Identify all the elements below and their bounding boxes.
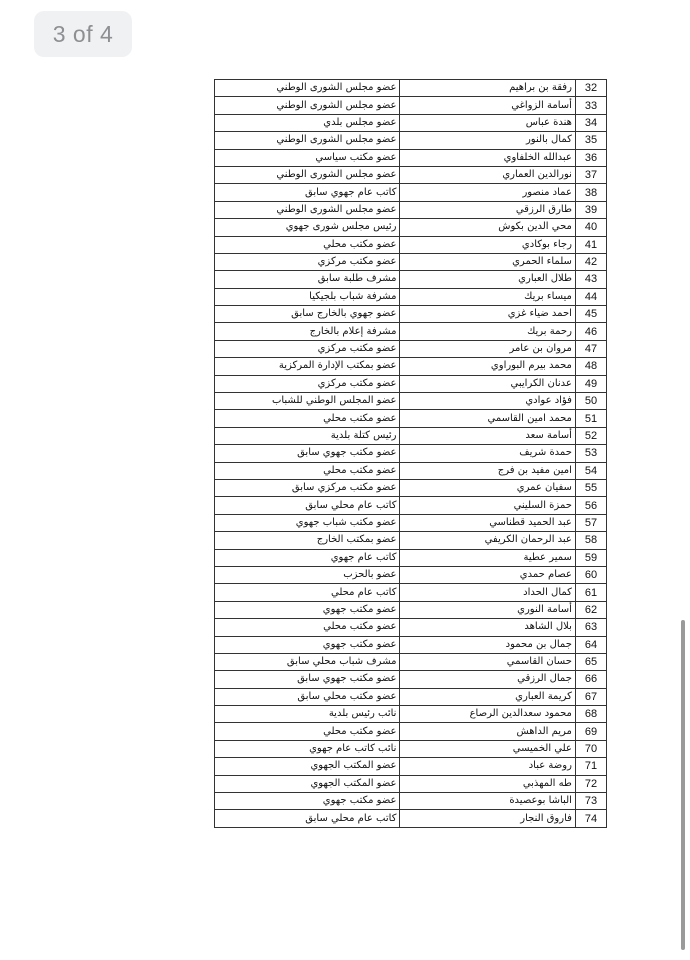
member-role: مشرفة إعلام بالخارج [215,323,400,340]
member-role: عضو بمكتب الإدارة المركزية [215,358,400,375]
member-role: مشرفة شباب بلجيكيا [215,288,400,305]
table-row [215,775,607,792]
member-role: عضو بمكتب الخارج [215,532,400,549]
member-role: عضو مكتب محلي سابق [215,688,400,705]
table-row [215,636,607,653]
member-role: عضو مكتب جهوي سابق [215,445,400,462]
member-name: رحمة بريك [400,323,575,340]
table-row [215,462,607,479]
member-name: عبدالله الخلفاوي [400,149,575,166]
member-name: جمال الرزقي [400,671,575,688]
row-number: 56 [575,497,606,514]
member-name: سفيان عمري [400,479,575,496]
row-number: 70 [575,740,606,757]
member-role: عضو مكتب جهوي [215,793,400,810]
member-name: روضة عباد [400,758,575,775]
row-number: 63 [575,619,606,636]
row-number: 42 [575,253,606,270]
member-role: عضو مجلس الشورى الوطني [215,132,400,149]
member-role: عضو مكتب محلي [215,723,400,740]
row-number: 37 [575,166,606,183]
member-role: عضو مكتب محلي [215,410,400,427]
table-row [215,514,607,531]
row-number: 41 [575,236,606,253]
table-row [215,532,607,549]
member-role: كاتب عام محلي سابق [215,810,400,827]
member-name: رجاء بوكادي [400,236,575,253]
table-row [215,671,607,688]
row-number: 73 [575,793,606,810]
member-role: عضو مكتب جهوي سابق [215,671,400,688]
row-number: 72 [575,775,606,792]
member-name: ميساء بريك [400,288,575,305]
member-name: عماد منصور [400,184,575,201]
table-row [215,653,607,670]
row-number: 49 [575,375,606,392]
row-number: 54 [575,462,606,479]
member-name: جمال بن محمود [400,636,575,653]
member-name: عبد الرحمان الكريفي [400,532,575,549]
row-number: 61 [575,584,606,601]
table-row [215,497,607,514]
row-number: 59 [575,549,606,566]
row-number: 34 [575,114,606,131]
table-row [215,184,607,201]
member-name: نورالدين العماري [400,166,575,183]
row-number: 39 [575,201,606,218]
row-number: 52 [575,427,606,444]
member-role: كاتب عام محلي سابق [215,497,400,514]
member-role: عضو مكتب جهوي [215,601,400,618]
member-role: عضو مجلس بلدي [215,114,400,131]
row-number: 35 [575,132,606,149]
member-role: نائب كاتب عام جهوي [215,740,400,757]
row-number: 60 [575,566,606,583]
member-name: محي الدين بكوش [400,219,575,236]
table-row [215,97,607,114]
member-name: علي الخميسي [400,740,575,757]
member-role: عضو جهوي بالخارج سابق [215,306,400,323]
row-number: 48 [575,358,606,375]
member-name: عصام حمدي [400,566,575,583]
table-row [215,549,607,566]
table-row [215,445,607,462]
member-name: محمد بيرم البوراوي [400,358,575,375]
member-name: طلال العباري [400,271,575,288]
members-table-container [214,79,607,828]
table-row [215,566,607,583]
member-role: عضو مكتب محلي [215,236,400,253]
member-role: عضو المكتب الجهوي [215,758,400,775]
member-name: عبد الحميد قطناسي [400,514,575,531]
member-name: محمد امين القاسمي [400,410,575,427]
member-name: أسامة النوري [400,601,575,618]
member-role: عضو مكتب سياسي [215,149,400,166]
member-name: طارق الرزقي [400,201,575,218]
member-name: فؤاد عوادي [400,393,575,410]
table-row [215,810,607,827]
table-row [215,375,607,392]
table-row [215,758,607,775]
member-name: فاروق النجار [400,810,575,827]
table-row [215,688,607,705]
table-row [215,306,607,323]
scrollbar[interactable] [681,620,685,950]
member-role: عضو مجلس الشورى الوطني [215,201,400,218]
member-role: عضو مكتب محلي [215,462,400,479]
row-number: 71 [575,758,606,775]
table-row [215,253,607,270]
row-number: 64 [575,636,606,653]
member-name: حمزة السليني [400,497,575,514]
table-row [215,601,607,618]
member-name: طه المهذبي [400,775,575,792]
table-row [215,219,607,236]
member-role: عضو مجلس الشورى الوطني [215,97,400,114]
table-row [215,271,607,288]
row-number: 47 [575,340,606,357]
table-row [215,80,607,97]
member-name: هندة عباس [400,114,575,131]
member-name: كمال الحداد [400,584,575,601]
member-role: عضو مكتب شباب جهوي [215,514,400,531]
row-number: 57 [575,514,606,531]
row-number: 46 [575,323,606,340]
table-row [215,132,607,149]
table-row [215,619,607,636]
table-row [215,358,607,375]
row-number: 67 [575,688,606,705]
table-row [215,584,607,601]
member-name: مريم الداهش [400,723,575,740]
row-number: 36 [575,149,606,166]
row-number: 53 [575,445,606,462]
member-role: عضو المكتب الجهوي [215,775,400,792]
member-name: أسامة الزواغي [400,97,575,114]
member-role: عضو مجلس الشورى الوطني [215,80,400,97]
member-name: عدنان الكرايبي [400,375,575,392]
table-row [215,340,607,357]
member-name: سلماء الحمري [400,253,575,270]
table-row [215,236,607,253]
member-role: رئيس مجلس شورى جهوي [215,219,400,236]
member-name: كمال بالنور [400,132,575,149]
member-name: كريمة العباري [400,688,575,705]
table-row [215,410,607,427]
table-row [215,706,607,723]
member-role: رئيس كتلة بلدية [215,427,400,444]
member-role: مشرف شباب محلي سابق [215,653,400,670]
page-indicator: 3 of 4 [34,11,132,57]
member-name: بلال الشاهد [400,619,575,636]
row-number: 68 [575,706,606,723]
member-role: كاتب عام محلي [215,584,400,601]
row-number: 58 [575,532,606,549]
member-role: كاتب عام جهوي سابق [215,184,400,201]
member-name: امين مفيد بن فرج [400,462,575,479]
row-number: 32 [575,80,606,97]
table-row [215,740,607,757]
member-role: عضو مكتب مركزي [215,375,400,392]
row-number: 45 [575,306,606,323]
members-table-body [215,80,607,828]
member-name: حمدة شريف [400,445,575,462]
row-number: 65 [575,653,606,670]
row-number: 40 [575,219,606,236]
table-row [215,479,607,496]
row-number: 44 [575,288,606,305]
member-role: مشرف طلبة سابق [215,271,400,288]
member-role: عضو مكتب محلي [215,619,400,636]
member-role: عضو مكتب جهوي [215,636,400,653]
row-number: 55 [575,479,606,496]
member-name: سمير عطية [400,549,575,566]
row-number: 66 [575,671,606,688]
member-name: مروان بن عامر [400,340,575,357]
member-role: عضو مكتب مركزي سابق [215,479,400,496]
row-number: 38 [575,184,606,201]
row-number: 74 [575,810,606,827]
member-name: محمود سعدالدين الرصاع [400,706,575,723]
table-row [215,793,607,810]
table-row [215,427,607,444]
member-role: عضو المجلس الوطني للشباب [215,393,400,410]
row-number: 51 [575,410,606,427]
row-number: 62 [575,601,606,618]
member-name: حسان القاسمي [400,653,575,670]
row-number: 50 [575,393,606,410]
table-row [215,723,607,740]
table-row [215,201,607,218]
table-row [215,288,607,305]
member-name: رفقة بن براهيم [400,80,575,97]
table-row [215,114,607,131]
row-number: 33 [575,97,606,114]
member-role: عضو مكتب مركزي [215,340,400,357]
member-role: كاتب عام جهوي [215,549,400,566]
member-name: الباشا بوعصيدة [400,793,575,810]
table-row [215,323,607,340]
member-role: عضو بالحزب [215,566,400,583]
table-row [215,393,607,410]
member-role: نائب رئيس بلدية [215,706,400,723]
member-role: عضو مكتب مركزي [215,253,400,270]
table-row [215,149,607,166]
row-number: 43 [575,271,606,288]
member-role: عضو مجلس الشورى الوطني [215,166,400,183]
members-table [214,79,607,828]
member-name: أسامة سعد [400,427,575,444]
member-name: احمد ضياء غزي [400,306,575,323]
table-row [215,166,607,183]
row-number: 69 [575,723,606,740]
